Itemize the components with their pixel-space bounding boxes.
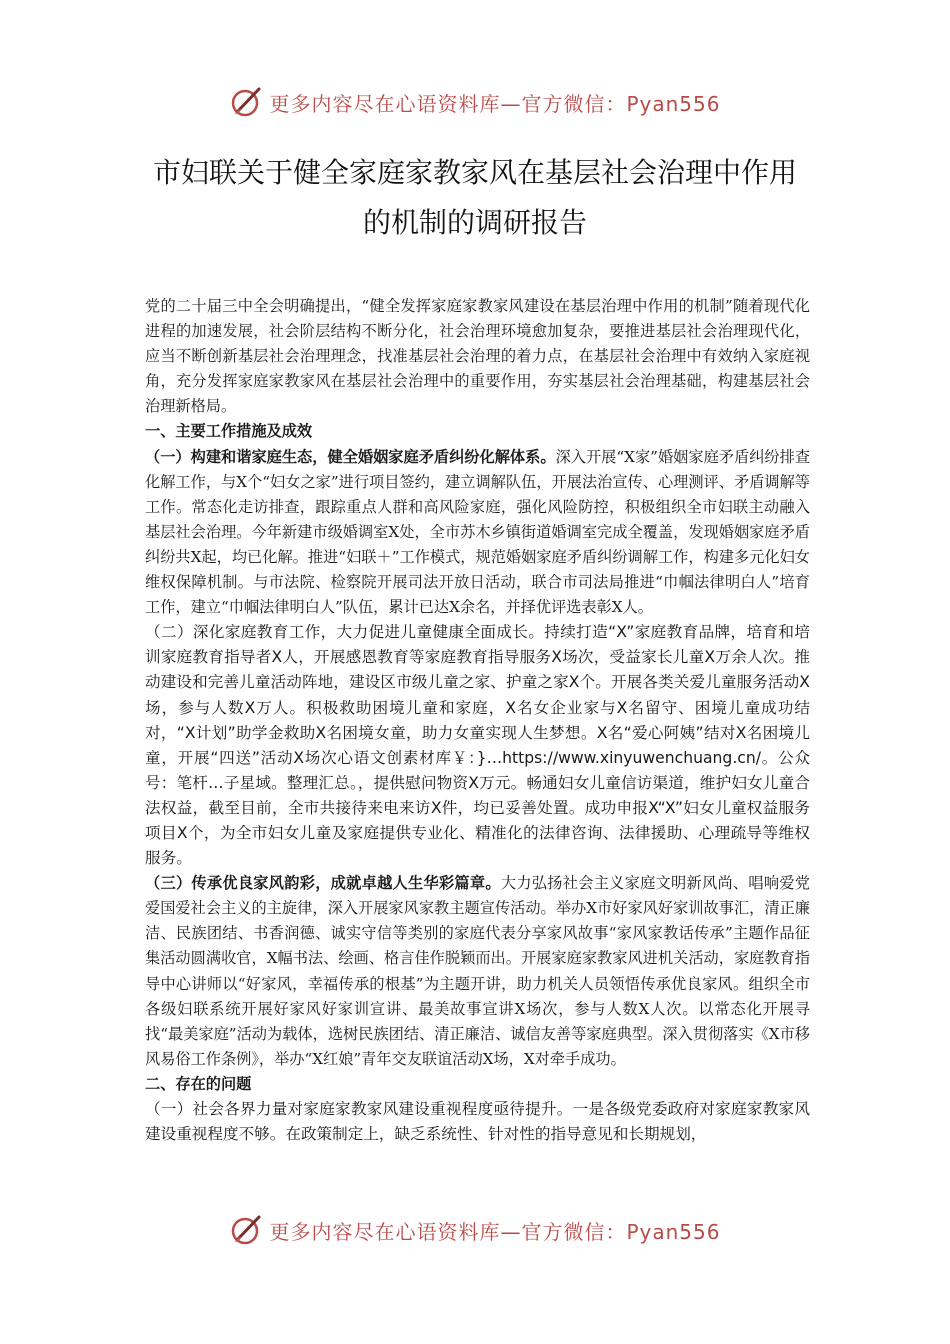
section-heading-2: 二、存在的问题	[145, 1074, 252, 1093]
paragraph-1-1-text: 深入开展“X家”婚姻家庭矛盾纠纷排查化解工作，与X个“妇女之家”进行项目签约，建立调解队伍，开展法治宣传、心理测评、矛盾调解等工作。常态化走访排查，跟踪重点人群和高风险家庭，强化风险防控，积极组织全市妇联主动融入基层社会治理。今年新建市级婚调室X处，全市苏木乡镇街道婚调室完成全覆盖，发现婚姻家庭矛盾纠纷共X起，均已化解。推进“妇联＋”工作模式，规范婚姻家庭矛盾纠纷调解工作，构建多元化妇女维权保障机制。与市法院、检察院开展司法开放日活动，联合市司法局推进“巾帼法律明白人”培育工作，建立“巾帼法律明白人”队伍，累计已达X余名，并择优评选表彰X人。	[145, 447, 811, 617]
brush-logo-icon	[229, 1212, 265, 1248]
paragraph-1-3	[145, 871, 810, 1072]
title-line-2: 的机制的调研报告	[362, 206, 587, 239]
paragraph-1-1	[145, 445, 810, 621]
paragraph-1-3-lead: （三）传承优良家风韵彩，成就卓越人生华彩篇章。	[145, 874, 501, 893]
section-heading-1: 一、主要工作措施及成效	[145, 422, 313, 441]
watermark-banner-bottom	[0, 1210, 950, 1250]
paragraph-2-1-lead: （一）社会各界力量对家庭家教家风建设重视程度亟待提升。	[145, 1100, 573, 1118]
paragraph-1-3-text: 大力弘扬社会主义家庭文明新风尚、唱响爱党爱国爱社会主义的主旋律，深入开展家风家教主题宣传活动。举办X市好家风好家训故事汇，清正廉洁、民族团结、书香润德、诚实守信等类别的家庭代表分享家风故事“家风家教话传承”主题作品征集活动圆满收官，X幅书法、绘画、格言佳作脱颖而出。开展家庭家教家风进机关活动，家庭教育指导中心讲师以“好家风，幸福传承的根基”为主题开讲，助力机关人员领悟传承优良家风。组织全市各级妇联系统开展好家风好家训宣讲、最美故事宣讲X场次，参与人数X人次。以常态化开展寻找“最美家庭”活动为载体，选树民族团结、清正廉洁、诚信友善等家庭典型。深入贯彻落实《X市移风易俗工作条例》，举办“X红娘”青年交友联谊活动X场，X对牵手成功。	[145, 874, 811, 1068]
document-title	[95, 148, 855, 248]
document-body	[145, 294, 810, 1147]
paragraph-1-2: （二）深化家庭教育工作，大力促进儿童健康全面成长。持续打造“X”家庭教育品牌，培育和培训家庭教育指导者X人，开展感恩教育等家庭教育指导服务X场次，受益家长儿童X万余人次。推动建设和完善儿童活动阵地，建设区市级儿童之家、护童之家X个。开展各类关爱儿童服务活动X场，参与人数X万人。积极救助困境儿童和家庭，X名女企业家与X名留守、困境儿童成功结对，“X计划”助学金救助X名困境女童，助力女童实现人生梦想。X名“爱心阿姨”结对X名困境儿童，开展“四送”活动X场次心语文创素材库￥：}…https://www.xinyuwenchuang.cn/。公众号：笔杆…子星域。整理汇总。，提供慰问物资X万元。畅通妇女儿童信访渠道，维护妇女儿童合法权益，截至目前，全市共接待来电来访X件，均已妥善处置。成功申报X“X”妇女儿童权益服务项目X个，为全市妇女儿童及家庭提供专业化、精准化的法律咨询、法律援助、心理疏导等维权服务。	[145, 623, 810, 868]
paragraph-2-1-text: 一是各级党委政府对家庭家教家风建设重视程度不够。在政策制定上，缺乏系统性、针对性的指导意见和长期规划，	[145, 1100, 810, 1144]
paragraph-2-1	[145, 1097, 810, 1147]
brush-logo-icon	[229, 84, 265, 120]
title-line-1: 市妇联关于健全家庭家教家风在基层社会治理中作用	[152, 156, 797, 189]
paragraph-1-1-lead: （一）构建和谐家庭生态，健全婚姻家庭矛盾纠纷化解体系。	[145, 447, 556, 466]
intro-paragraph: 党的二十届三中全会明确提出，“健全发挥家庭家教家风建设在基层治理中作用的机制”随着现代化进程的加速发展，社会阶层结构不断分化，社会治理环境愈加复杂，要推进基层社会治理现代化，应当不断创新基层社会治理理念，找准基层社会治理的着力点，在基层社会治理中有效纳入家庭视角，充分发挥家庭家教家风在基层社会治理中的重要作用，夯实基层社会治理基础，构建基层社会治理新格局。	[145, 297, 810, 416]
watermark-text: 更多内容尽在心语资料库—官方微信：Pyan556	[269, 91, 721, 116]
watermark-banner-top	[0, 82, 950, 122]
watermark-text: 更多内容尽在心语资料库—官方微信：Pyan556	[269, 1219, 721, 1244]
